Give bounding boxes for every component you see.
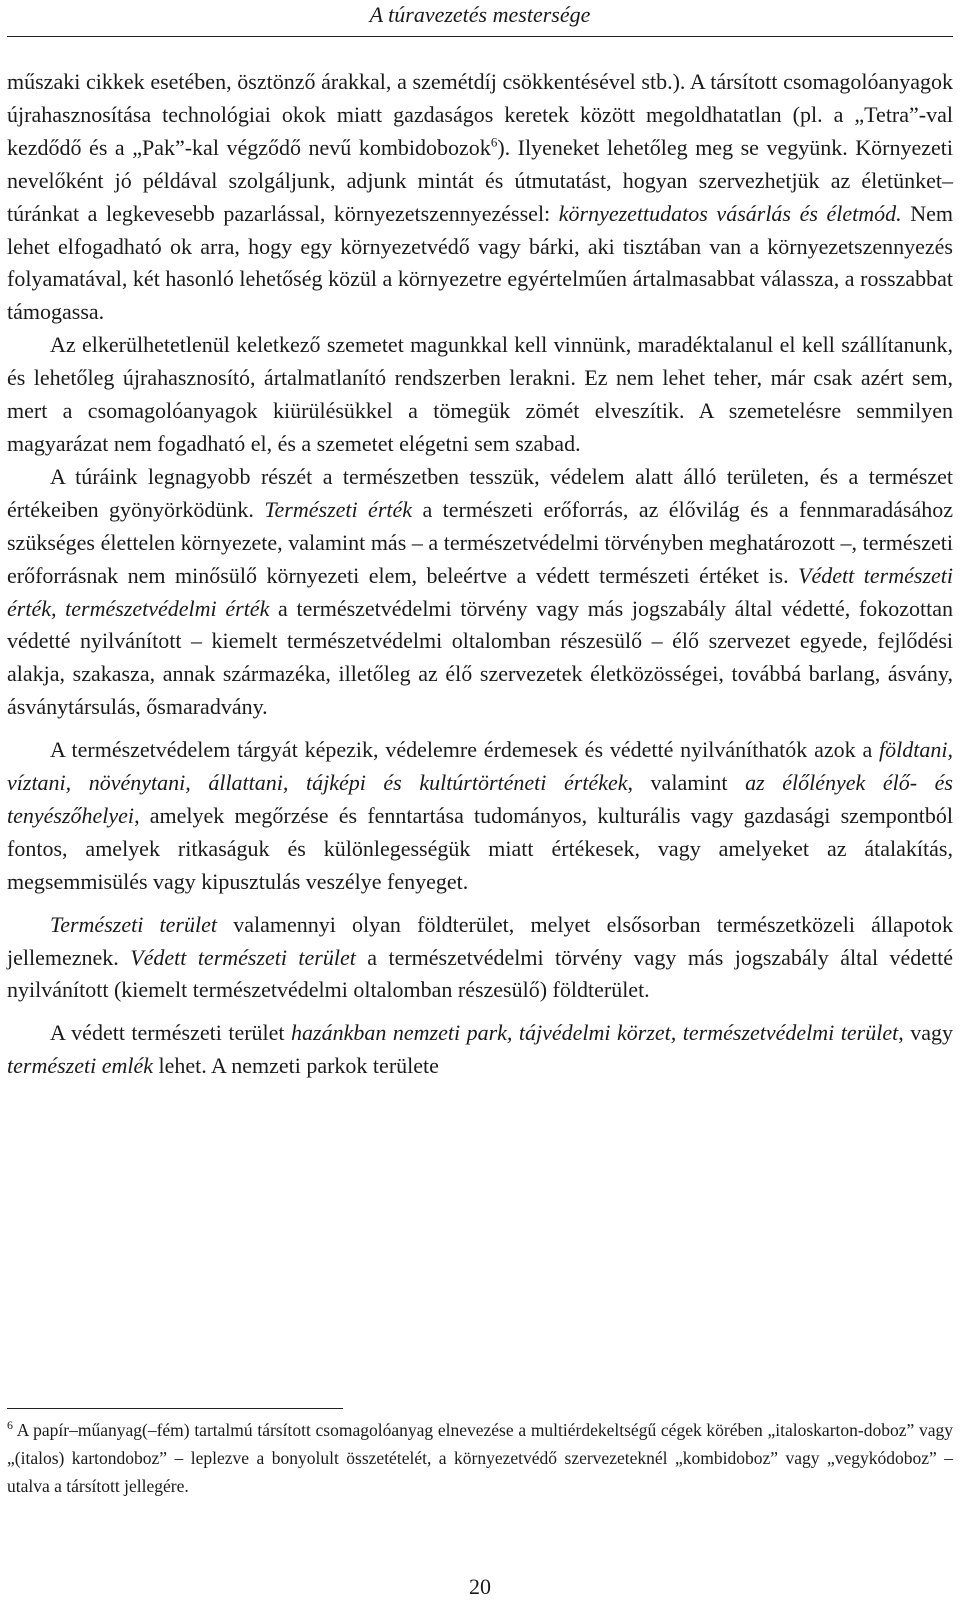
p1-text-a: műszaki cikkek esetében, ösztönző árakkal, a szemétdíj csökkentésével stb.). A társított csomagolóanyagok újrahasznosítása technológiai okok miatt gazdaságos keretek között megoldhatatlan (pl. a „Tetra”-val kezdődő és a „Pak”-kal végződő nevű kombidobozok — [7, 69, 953, 160]
paragraph-1 — [7, 66, 953, 329]
paragraph-6 — [7, 1017, 953, 1083]
p3-text-a: A túráink legnagyobb részét a természetben tesszük, védelem alatt álló területen, és a természet értékeiben gyönyörködünk. — [7, 463, 953, 522]
p4-italic-1: földtani, víztani, növénytani, állattani, tájképi és kultúrtörténeti értékek — [7, 737, 953, 796]
header-rule — [7, 36, 953, 37]
paragraph-4 — [7, 734, 953, 899]
running-header — [0, 0, 960, 33]
p5-italic-2: Védett természeti terület — [130, 944, 356, 970]
page-number: 20 — [469, 1574, 491, 1599]
footnote-number: 6 — [7, 1418, 13, 1433]
p1-italic-1: környezettudatos vásárlás és életmód. — [558, 200, 902, 226]
footnote-text: A papír–műanyag(–fém) tartalmú társított csomagolóanyag elnevezése a multiérdekeltségű cégek körében „italoskarton-doboz” vagy „(italos) kartondoboz” – leplezve a bonyolult összetételét, a környezetvédő szervezeteknél „kombidoboz” vagy „vegykódoboz” – utalva a társított jellegére. — [7, 1420, 953, 1496]
p4-text-b: , valamint — [627, 770, 746, 796]
p3-text-b: a természeti erőforrás, az élővilág és a fennmaradásához szükséges élettelen környezete, valamint más – a természetvédelmi törvényben meghatározott –, természeti erőforrásnak nem minősülő környezeti elem, beleértve a védett természeti értéket is. — [7, 496, 953, 588]
body-text — [7, 66, 953, 1083]
p3-text-c: a természetvédelmi törvény vagy más jogszabály által védetté, fokozottan védetté nyilvánított – kiemelt természetvédelmi oltalomban részesülő – élő szervezet egyede, fejlődési alakja, szakasza, annak származéka, illetőleg az élő szervezetek életközösségei, továbbá barlang, ásvány, ásványtársulás, ősmaradvány. — [7, 595, 953, 720]
p6-text-c: lehet. A nemzeti parkok területe — [153, 1053, 439, 1079]
p6-text-b: , vagy — [898, 1020, 954, 1046]
p4-text-a: A természetvédelem tárgyát képezik, védelemre érdemesek és védetté nyilváníthatók azok a — [50, 737, 880, 763]
p4-italic-2: az élőlények élő- és tenyészőhelyei — [7, 770, 953, 828]
book-title: A túravezetés mestersége — [369, 2, 591, 27]
paragraph-5 — [7, 909, 953, 1008]
footnote — [7, 1416, 953, 1500]
footnote-ref[interactable]: 6 — [490, 134, 498, 150]
p6-text-a: A védett természeti terület — [50, 1020, 292, 1046]
p6-italic-1: hazánkban nemzeti park, tájvédelmi körzet, természetvédelmi terület — [291, 1020, 899, 1046]
p1-text-b: ). Ilyeneket lehetőleg meg se vegyünk. Környezeti nevelőként jó példával szolgáljunk, adjunk mintát és útmutatást, hogyan szervezhetjük az életünket–túránkat a legkevesebb pazarlással, környezetszennyezéssel: — [7, 134, 953, 226]
p3-italic-2: Védett természeti érték, természetvédelmi érték — [7, 562, 953, 621]
paragraph-3 — [7, 461, 953, 724]
p3-italic-1: Természeti érték — [264, 496, 413, 522]
p5-text-b: a természetvédelmi törvény vagy más jogszabály által védetté nyilvánított (kiemelt természetvédelmi oltalomban részesülő) földterület. — [7, 944, 954, 1003]
p6-italic-2: természeti emlék — [7, 1053, 153, 1079]
p4-text-c: , amelyek megőrzése és fenntartása tudományos, kulturális vagy gazdasági szempontból fontos, amelyek ritkaságuk és különlegességük miatt értékesek, vagy amelyeket az átalakítás, megsemmisülés vagy kipusztulás veszélye fenyeget. — [7, 802, 953, 894]
p5-italic-1: Természeti terület — [50, 911, 217, 937]
footnote-rule — [7, 1408, 343, 1409]
p5-text-a: valamennyi olyan földterület, melyet elsősorban természetközeli állapotok jellemeznek. — [7, 911, 954, 970]
paragraph-2: Az elkerülhetetlenül keletkező szemetet magunkkal kell vinnünk, maradéktalanul el kell szállítanunk, és lehetőleg újrahasznosító, ártalmatlanító rendszerben lerakni. Ez nem lehet teher, már csak azért sem, mert a csomagolóanyagok kiürülésükkel a tömegük zömét elveszítik. A szemetelésre semmilyen magyarázat nem fogadható el, és a szemetet elégetni sem szabad. — [7, 332, 953, 456]
p1-text-c: Nem lehet elfogadható ok arra, hogy egy környezetvédő vagy bárki, aki tisztában van a környezetszennyezés folyamatával, két hasonló lehetőség közül a környezetre egyértelműen ártalmasabbat válassza, a rosszabbat támogassa. — [7, 200, 954, 325]
